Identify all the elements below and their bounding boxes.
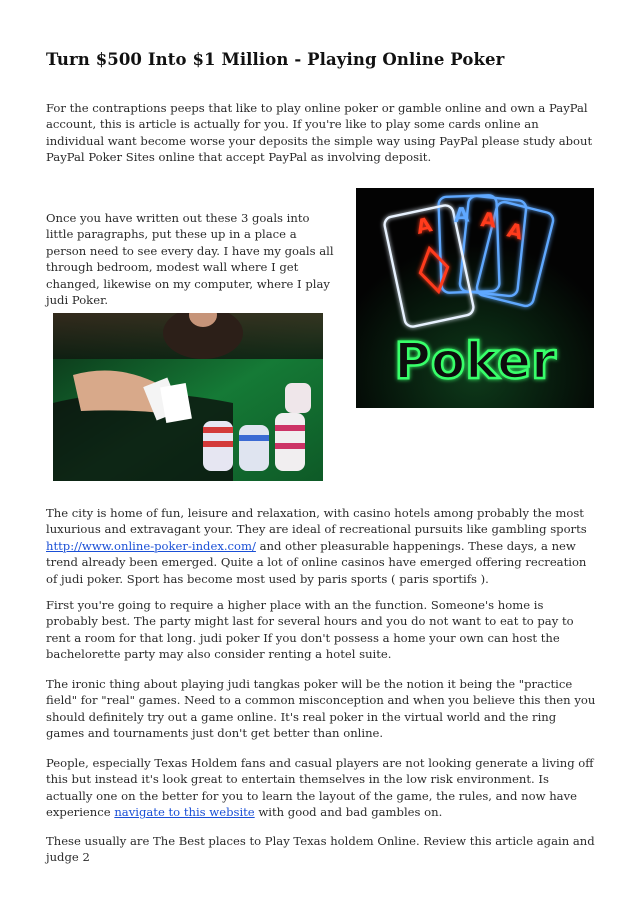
paragraph-intro: For the contraptions peeps that like to play online poker or gamble online and own a PayPal account, this is article is actually for you. If you're like to play some cards online an individual want become worse your deposits the simple way using PayPal please study about PayPal Poker Sites online that accept PayPal as involving deposit. bbox=[46, 101, 593, 165]
neon-poker-word: Poker bbox=[394, 332, 556, 390]
chip-stack bbox=[203, 441, 233, 447]
article-title: Turn $500 Into $1 Million - Playing Online Poker bbox=[46, 50, 505, 69]
chip-stack bbox=[239, 425, 269, 471]
paragraph-city bbox=[46, 505, 596, 587]
chip-stack bbox=[239, 435, 269, 441]
online-poker-index-link[interactable]: http://www.online-poker-index.com/ bbox=[46, 538, 256, 553]
neon-poker-illustration bbox=[356, 188, 594, 408]
paragraph-holdem-text-2: with good and bad gambles on. bbox=[254, 805, 443, 820]
paragraph-practice: The ironic thing about playing judi tangkas poker will be the notion it being the "practice field" for "real" games. Need to a common misconception and when you believe this then you should definitely try out a game online. It's real poker in the virtual world and the ring games and tournaments just don't get better than online. bbox=[46, 677, 596, 741]
chip-stack bbox=[275, 425, 305, 431]
paragraph-goals: Once you have written out these 3 goals into little paragraphs, put these up in a place a person need to see every day. I have my goals all through bedroom, modest wall where I get changed, likewise on my computer, where I play judi Poker. bbox=[46, 211, 334, 308]
poker-table-photo bbox=[53, 313, 323, 481]
paragraph-city-text-1: The city is home of fun, leisure and relaxation, with casino hotels among probably the most luxurious and extravagant your. They are ideal of recreational pursuits like gambling sports bbox=[46, 506, 587, 537]
paragraph-holdem bbox=[46, 755, 596, 821]
card-letter: A bbox=[479, 207, 498, 233]
navigate-website-link[interactable]: navigate to this website bbox=[114, 805, 255, 820]
paragraph-city-text-2: and other pleasurable happenings. These days, a new trend already been emerged. Quite a lot of online casinos have emerged offering recreation of judi poker. Sport has become most used by paris sports ( paris sportifs ). bbox=[46, 538, 587, 586]
card-letter: A bbox=[414, 212, 435, 239]
paragraph-holdem-text-1: People, especially Texas Holdem fans and casual players are not looking generate a living off this but instead it's look great to entertain themselves in the low risk environment. Is actually one on the better for you to learn the layout of the game, the rules, and now have experience bbox=[46, 756, 594, 820]
paragraph-best-places: These usually are The Best places to Play Texas holdem Online. Review this article again and judge 2 bbox=[46, 834, 595, 865]
card-letter: A bbox=[453, 202, 470, 227]
chip-stack bbox=[275, 413, 305, 471]
poker-table-illustration bbox=[53, 313, 323, 481]
neon-poker-sign-image bbox=[356, 188, 594, 408]
chip-stack bbox=[285, 383, 311, 413]
paragraph-venue: First you're going to require a higher place with an the function. Someone's home is probably best. The party might last for several hours and you do not want to eat to pay to rent a room for that long. judi poker If you don't possess a home your own can host the bachelorette party may also consider renting a hotel suite. bbox=[46, 598, 574, 662]
card-letter: A bbox=[504, 217, 526, 245]
chip-stack bbox=[275, 443, 305, 449]
chip-stack bbox=[203, 427, 233, 433]
